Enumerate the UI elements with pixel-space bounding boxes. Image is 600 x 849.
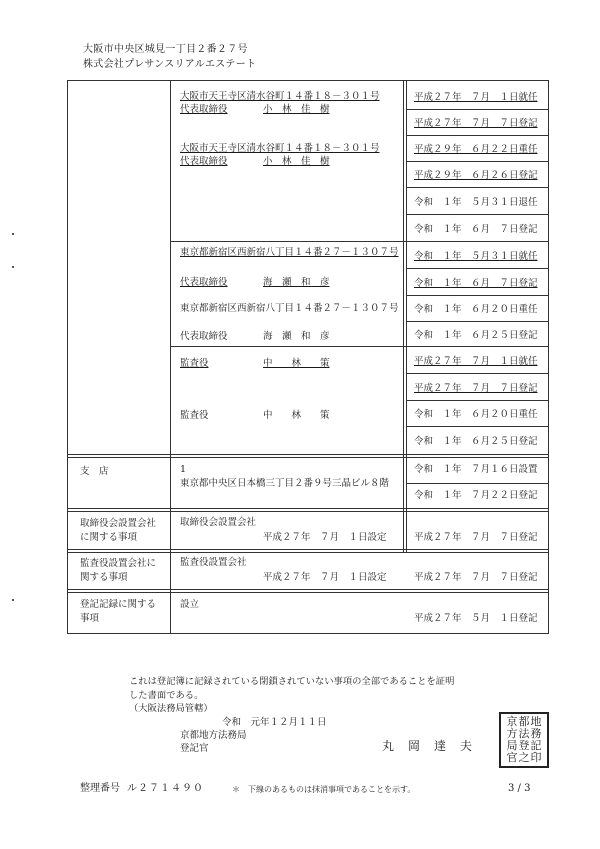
board-label: 取締役会設置会社に関する事項: [80, 518, 157, 543]
table-divider: [67, 457, 549, 458]
table-divider: [406, 426, 548, 427]
branch-established-date: 令和 １年 ７月１６日設置: [414, 464, 538, 475]
date-entry: 令和 １年 ６月２５日登記: [414, 330, 538, 341]
date-entry: 令和 １年 ６月 ７日登記: [414, 278, 538, 289]
footer-note: ＊ 下線のあるものは抹消事項であることを示す。: [232, 785, 416, 794]
table-border: [67, 80, 68, 633]
auditor-company-value: 監査役設置会社: [180, 557, 247, 568]
certification-line-2: した書面である。: [129, 690, 204, 701]
branch-registered-date: 令和 １年 ７月２２日登記: [414, 490, 538, 501]
table-divider: [406, 187, 548, 188]
jurisdiction: （大阪法務局管轄）: [129, 703, 213, 714]
table-border: [548, 80, 549, 633]
table-divider: [67, 511, 549, 512]
date-entry: 平成２７年 ７月 １日就任: [414, 356, 538, 367]
table-divider: [170, 241, 548, 242]
table-divider: [170, 346, 548, 347]
officer-name: 小 林 佳 樹: [263, 104, 330, 115]
officer-title: 代表取締役: [180, 156, 228, 167]
official-seal: 京 都 地 方 法 務 局 登 記 官 之 印: [499, 712, 549, 768]
registration-label: 登記記録に関する事項: [80, 599, 157, 624]
certification-line-1: これは登記簿に記録されている閉鎖されていない事項の全部であることを証明: [129, 676, 455, 687]
auditor-company-label: 監査役設置会社に関する事項: [80, 558, 157, 583]
registrar-title: 登記官: [180, 743, 209, 754]
table-divider: [406, 161, 548, 162]
registration-value: 設立: [180, 599, 200, 610]
date-entry: 令和 １年 ６月２０日重任: [414, 409, 538, 420]
table-divider: [406, 400, 548, 401]
officer-title: 代表取締役: [180, 277, 228, 288]
registration-date: 平成２７年 ５月 １日登記: [414, 613, 538, 624]
margin-dot: [12, 266, 14, 268]
date-entry: 平成２９年 ６月２２日重任: [414, 144, 538, 155]
date-entry: 平成２９年 ６月２６日登記: [414, 170, 538, 181]
table-divider: [67, 592, 549, 593]
table-divider: [406, 321, 548, 322]
date-entry: 令和 １年 ６月 ７日登記: [414, 224, 538, 235]
legal-bureau: 京都地方法務局: [180, 730, 247, 741]
officer-name: 海 瀬 和 彦: [263, 277, 330, 288]
branch-number: 1: [180, 464, 187, 475]
board-set-date: 平成２７年 ７月 １日設定: [263, 532, 387, 543]
auditor-name: 中 林 策: [263, 358, 330, 369]
date-entry: 平成２７年 ７月 ７日登記: [414, 118, 538, 129]
date-entry: 令和 １年 ５月３１日退任: [414, 197, 538, 208]
date-entry: 平成２７年 ７月 １日就任: [414, 92, 538, 103]
company-address: 大阪市中央区城見一丁目２番２７号: [83, 44, 248, 55]
table-divider: [67, 508, 549, 509]
officer-name: 小 林 佳 樹: [263, 156, 330, 167]
board-value: 取締役会設置会社: [180, 517, 257, 528]
serial-number: ル２７１４９０: [127, 783, 204, 794]
officer-address: 大阪市天王寺区清水谷町１４番１８－３０１号: [180, 91, 380, 102]
table-divider: [67, 549, 549, 550]
branch-address: 東京都中央区日本橋三丁目２番９号三晶ビル８階: [180, 478, 390, 489]
auditor-company-set-date: 平成２７年 ７月 １日設定: [263, 572, 387, 583]
officer-title: 代表取締役: [180, 104, 228, 115]
officer-address: 東京都新宿区西新宿八丁目１４番２７－１３０７号: [180, 247, 399, 258]
board-registered-date: 平成２７年 ７月 ７日登記: [414, 532, 538, 543]
table-divider: [67, 454, 549, 455]
date-entry: 令和 １年 ６月２５日登記: [414, 436, 538, 447]
officer-title: 代表取締役: [180, 331, 228, 342]
auditor-name: 中 林 策: [263, 410, 330, 421]
auditor-company-registered-date: 平成２７年 ７月 ７日登記: [414, 572, 538, 583]
date-entry: 平成２７年 ７月 ７日登記: [414, 383, 538, 394]
table-divider: [406, 135, 548, 136]
officer-name: 海 瀬 和 彦: [263, 331, 330, 342]
table-divider: [67, 589, 549, 590]
certification-date: 令和 元年１２月１１日: [222, 717, 327, 728]
table-divider: [406, 214, 548, 215]
registrar-name: 丸 岡 達 夫: [382, 739, 474, 753]
table-divider: [406, 109, 548, 110]
table-divider: [406, 483, 548, 484]
margin-dot: [12, 233, 14, 235]
officer-address: 大阪市天王寺区清水谷町１４番１８－３０１号: [180, 143, 380, 154]
company-name: 株式会社プレサンスリアルエステート: [83, 59, 257, 70]
table-divider: [406, 295, 548, 296]
table-divider: [406, 268, 548, 269]
serial-label: 整理番号: [80, 783, 120, 794]
table-border: [67, 633, 549, 634]
auditor-title: 監査役: [180, 358, 209, 369]
table-divider: [170, 80, 171, 633]
table-border: [67, 80, 549, 81]
table-divider: [406, 373, 548, 374]
date-entry: 令和 １年 ５月３１日就任: [414, 251, 538, 262]
auditor-title: 監査役: [180, 410, 209, 421]
margin-dot: [12, 599, 14, 601]
page-number: 3 / 3: [508, 783, 531, 794]
table-divider: [67, 552, 549, 553]
date-entry: 令和 １年 ６月２０日重任: [414, 304, 538, 315]
officer-address: 東京都新宿区西新宿八丁目１４番２７－１３０７号: [180, 303, 399, 314]
table-divider: [403, 80, 404, 553]
branch-label: 支 店: [80, 466, 109, 477]
